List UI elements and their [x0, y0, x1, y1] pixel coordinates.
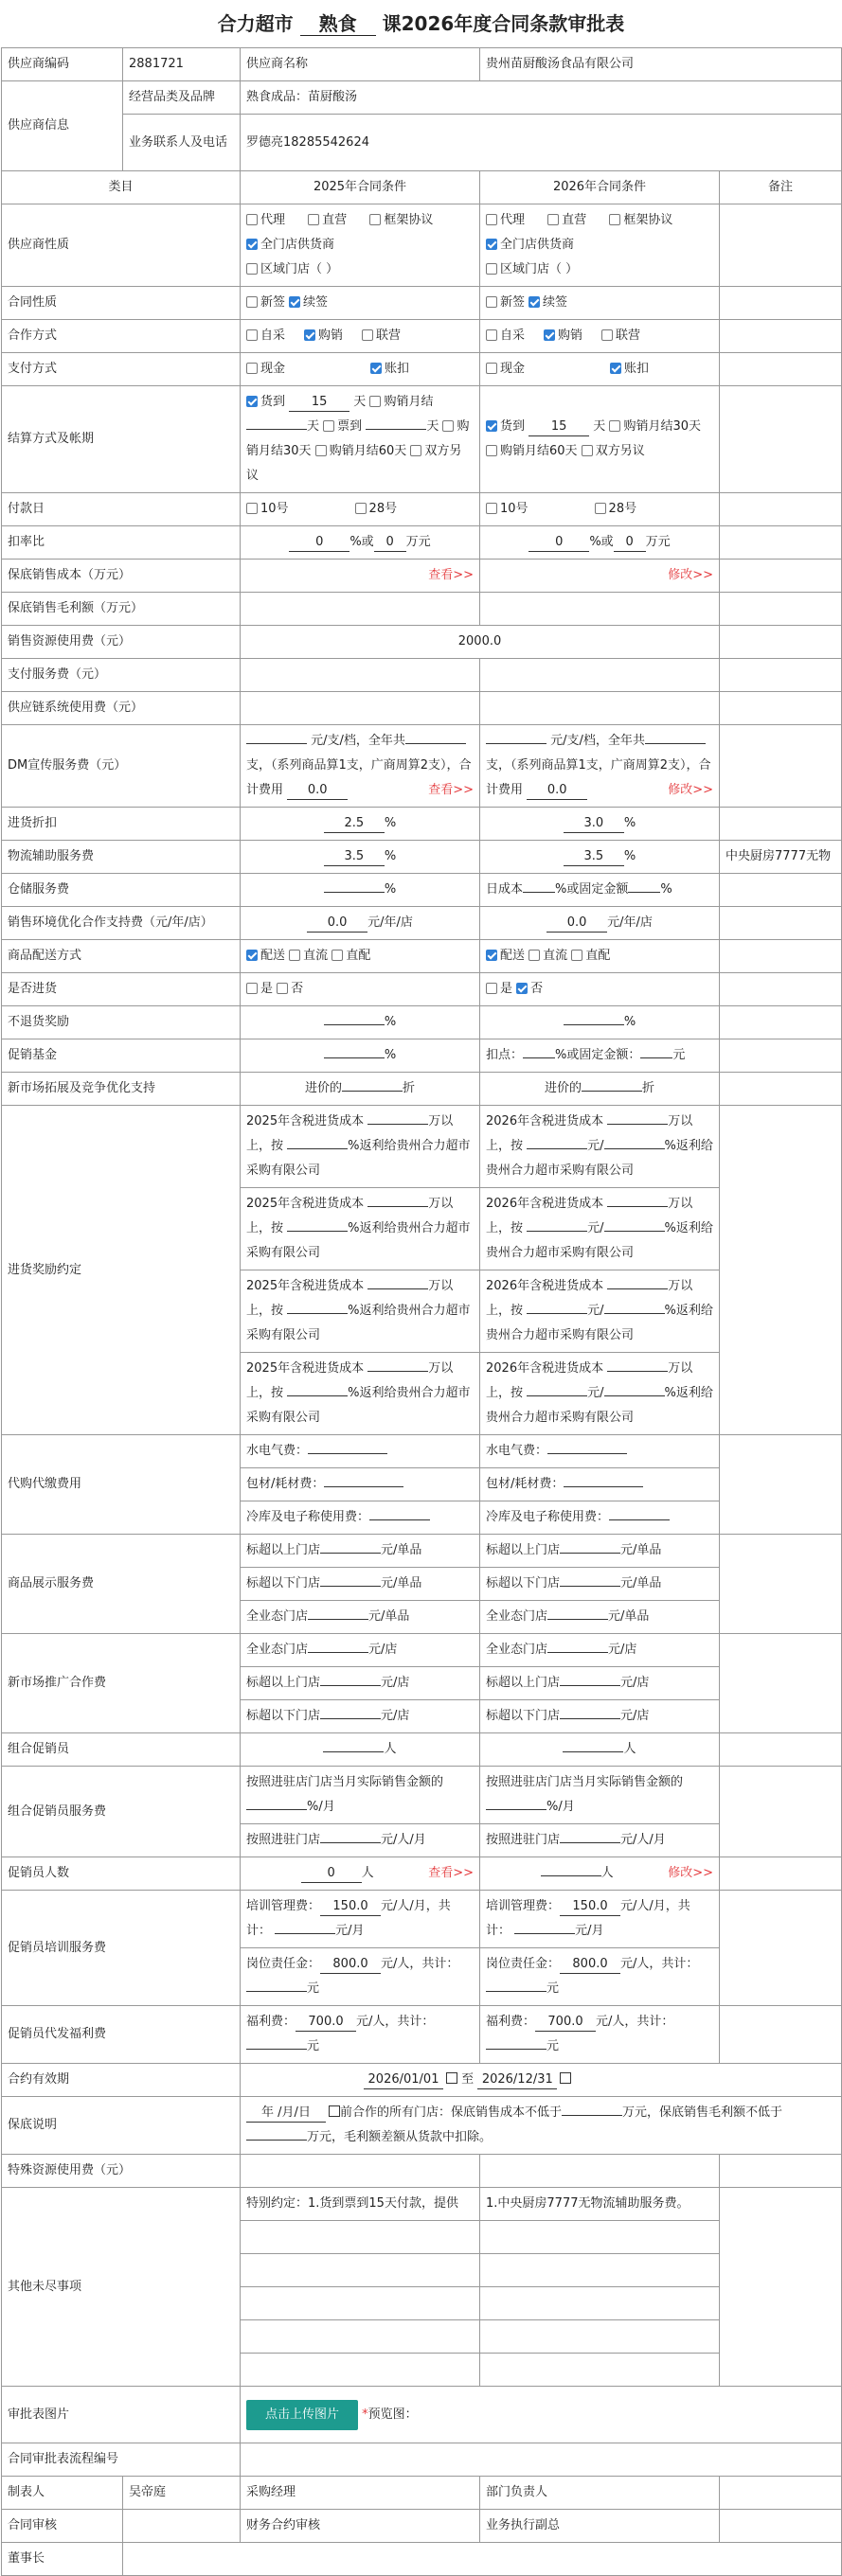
contact-value: 罗德亮18285542624 — [241, 115, 842, 171]
checkbox[interactable] — [547, 214, 559, 225]
nature-2025: 代理 直营 框架协议 全门店供货商 区域门店（ ） — [241, 204, 480, 287]
page-title: 合力超市 熟食 课2026年度合同条款审批表 — [217, 12, 625, 35]
resource-fee-value: 2000.0 — [241, 626, 720, 659]
view-link[interactable]: 查看>> — [428, 568, 474, 582]
checkbox[interactable] — [308, 214, 319, 225]
edit-link[interactable]: 修改>> — [668, 568, 713, 582]
contract-type-label: 合同性质 — [2, 287, 241, 320]
brand-label: 经营品类及品牌 — [123, 81, 241, 115]
upload-image-button[interactable]: 点击上传图片 — [246, 2400, 358, 2430]
dm-2025: 元/支/档，全年共 支，（系列商品算1支，广商周算2支），合计费用 0.0 查看>> — [241, 725, 480, 808]
rebate-2025: 2025年含税进货成本 万以上，按 %返利给贵州合力超市采购有限公司 2025年含税进货成本 万以上，按 %返利给贵州合力超市采购有限公司 2025年含税进货成本 万以上，按 %返利给贵州合力超市采购有限公司 2025年含税进货成本 万以上，按 %返利给贵州合力超市采购有限公司 — [241, 1106, 480, 1435]
pay-label: 支付方式 — [2, 353, 241, 386]
start-date-input[interactable]: 2026/01/01 — [364, 2071, 443, 2089]
nature-2026: 代理 直营 框架协议 全门店供货商 区域门店（ ） — [480, 204, 720, 287]
checkbox[interactable] — [369, 214, 381, 225]
nature-label: 供应商性质 — [2, 204, 241, 287]
supplier-info-label: 供应商信息 — [2, 81, 123, 171]
brand-value: 熟食成品：苗厨酸汤 — [241, 81, 842, 115]
checkbox-checked[interactable] — [246, 239, 258, 250]
checkbox[interactable] — [609, 214, 620, 225]
checkbox[interactable] — [246, 296, 258, 308]
col-note: 备注 — [720, 171, 842, 204]
supplier-code-label: 供应商编码 — [2, 48, 123, 81]
rebate-2026: 2026年含税进货成本 万以上，按 元/ %返利给贵州合力超市采购有限公司 2026年含税进货成本 万以上，按 元/ %返利给贵州合力超市采购有限公司 2026年含税进货成本 万以上，按 元/ %返利给贵州合力超市采购有限公司 2026年含税进货成本 万以上，按 元/ %返利给贵州合力超市采购有限公司 — [480, 1106, 720, 1435]
deduct-ratio-label: 扣率比 — [2, 526, 241, 560]
col-2026: 2026年合同条件 — [480, 171, 720, 204]
checkbox-checked[interactable] — [289, 296, 300, 308]
supplier-code: 2881721 — [123, 48, 241, 81]
checkbox-checked[interactable] — [528, 296, 540, 308]
checkbox[interactable] — [486, 296, 497, 308]
col-category: 类目 — [2, 171, 241, 204]
supplier-name-label: 供应商名称 — [241, 48, 480, 81]
settle-2025: 货到 15 天 购销月结 天 票到 天 购 销月结30天 购销月结60天 双方另议 — [241, 386, 480, 493]
dm-2026: 元/支/档，全年共 支，（系列商品算1支，广商周算2支），合计费用 0.0 修改>> — [480, 725, 720, 808]
end-date-input[interactable]: 2026/12/31 — [477, 2071, 557, 2089]
settle-label: 结算方式及帐期 — [2, 386, 241, 493]
coop-label: 合作方式 — [2, 320, 241, 353]
calendar-icon[interactable] — [560, 2072, 571, 2084]
payday-label: 付款日 — [2, 493, 241, 526]
approval-table: 供应商编码 2881721 供应商名称 贵州苗厨酸汤食品有限公司 供应商信息 经营品类及品牌 熟食成品：苗厨酸汤 业务联系人及电话 罗德亮18285542624 类目 2025年合同条件 2026年合同条件 备注 供应商性质 代理 直营 框架协议 全门店供货商 区域门店（ ） 代理 直营 框架协议 全门店供货商 区域门店（ ） 合同性质 新签 续签 新签 续签 合作方式 自采 购销 联营 自采 购销 联营 支付方式 现金 账扣 现金 账扣 结算方式及帐期 货到 15 天 购销月结 天 票到 天 购 销月结30天 购销月结60天 双方另议 货到 15 天 购销月结30天 购销月结60天 双方另议 付款日 10号 28号 10号 28号 扣率比 0 %或 0 万元 0 %或 0 万元 保底销售成本（万元） 查看>> 修改>> 保底销售毛利额（万元） 销售资源使用费（元） 2000.0 支付服务费（元） 供应链系统使用费（元） DM宣传服务费（元） 元/支/档，全年共 支，（系列商品算1支，广商周算2支），合计费用 0.0 查看>> 元/支/档，全年共 支，（系列商品算1支，广商周算2支），合计费用 0.0 修改>> 进货折扣 2.5 % 3.0 % 物流辅助服务费 3.5 % 3.5 % 中央厨房7777无物 仓储服务费 % 日成本 %或固定金额 % 销售环境优化合作支持费（元/年/店） 0.0 元/年/店 0.0 元/年/店 商品配送方式 配送 直流 直配 配送 直流 直配 是否进货 是 否 是 否 不退货奖励 % % 促销基金 % 扣点： %或固定金额： 元 新市场拓展及竞争优化支持 进价的 折 进价的 折 进货奖励约定 2025年含税进货成本 万以上，按 %返利给贵州合力超市采购有限公司 2025年含税进货成本 万以上，按 %返利给贵州合力超市采购有限公司 2025年含税进货成本 万以上，按 %返利给贵州合力超市采购有限公司 2025年含税进货成本 万以上，按 %返利给贵州合力超市采购有限公司 2026年含税进货成本 万以上，按 元/ %返利给贵州合力超市采购有限公司 2026年含税进货成本 万以上，按 元/ %返利给贵州合力超市采购有限公司 2026年含税进货成本 万以上，按 元/ %返利给贵州合力超市采购有限公司 2026年含税进货成本 万以上，按 元/ %返利给贵州合力超市采购有限公司 代购代缴费用 水电气费： 包材/耗材费： 冷库及电子称使用费： 水电气费： 包材/耗材费： 冷库及电子称使用费： 商品展示服务费 标超以上门店 元/单品 标超以下门店 元/单品 全业态门店 元/单品 标超以上门店 元/单品 标超以下门店 元/单品 全业态门店 元/单品 新市场推广合作费 全业态门店 元/店 标超以上门店 元/店 标超以下门店 元/店 全业态门店 元/店 标超以上门店 元/店 标超以下门店 元/店 组合促销员 人 人 组合促销员服务费 按照进驻店门店当月实际销售金额的%/月 按照进驻门店 元/人/月 按照进驻店门店当月实际销售金额的%/月 按照进驻门店 元/人/月 促销员人数 0 人 查看>> 人 修改>> 促销员培训服务费 培训管理费： 150.0 元/人/月，共计： 元/月 岗位责任金： 800.0 元/人，共计： 元 培训管理费： 150.0 元/人/月，共计： 元/月 岗位责任金： 800.0 元/人，共计： 元 促销员代发福利费 福利费： 700.0 元/人，共计： 元 福利费： 700.0 元/人，共计： 元 合约有效期 2026/01/01 至 2026/12/31 保底说明 年 /月/日 前合作的所有门店：保底销售成本不低于 万元，保底销售毛利额不低于万元，毛利额差额从货款中扣除。 特殊资源使用费（元） 其他未尽事项 特别约定：1.货到票到15天付款，提供 1.中央厨房7777无物流辅助服务费。 审批表图片 点击上传图片 *预览图： 合同审批表流程编号 制表人 吴帝庭 采购经理 部门负责人 合同审核 财务合约审核 业务执行副总 董事长 — [1, 47, 842, 2576]
checkbox[interactable] — [486, 214, 497, 225]
supplier-name: 贵州苗厨酸汤食品有限公司 — [480, 48, 842, 81]
calendar-icon[interactable] — [329, 2105, 340, 2117]
dm-label: DM宣传服务费（元） — [2, 725, 241, 808]
checkbox[interactable] — [486, 263, 497, 275]
logistics-note: 中央厨房7777无物 — [720, 841, 842, 874]
checkbox[interactable] — [246, 263, 258, 275]
calendar-icon[interactable] — [446, 2072, 457, 2084]
col-2025: 2025年合同条件 — [241, 171, 480, 204]
title-category: 熟食 — [300, 12, 376, 36]
checkbox-checked[interactable] — [486, 239, 497, 250]
contact-label: 业务联系人及电话 — [123, 115, 241, 171]
guarantee-cost-label: 保底销售成本（万元） — [2, 560, 241, 593]
settle-2026: 货到 15 天 购销月结30天 购销月结60天 双方另议 — [480, 386, 720, 493]
checkbox[interactable] — [246, 214, 258, 225]
